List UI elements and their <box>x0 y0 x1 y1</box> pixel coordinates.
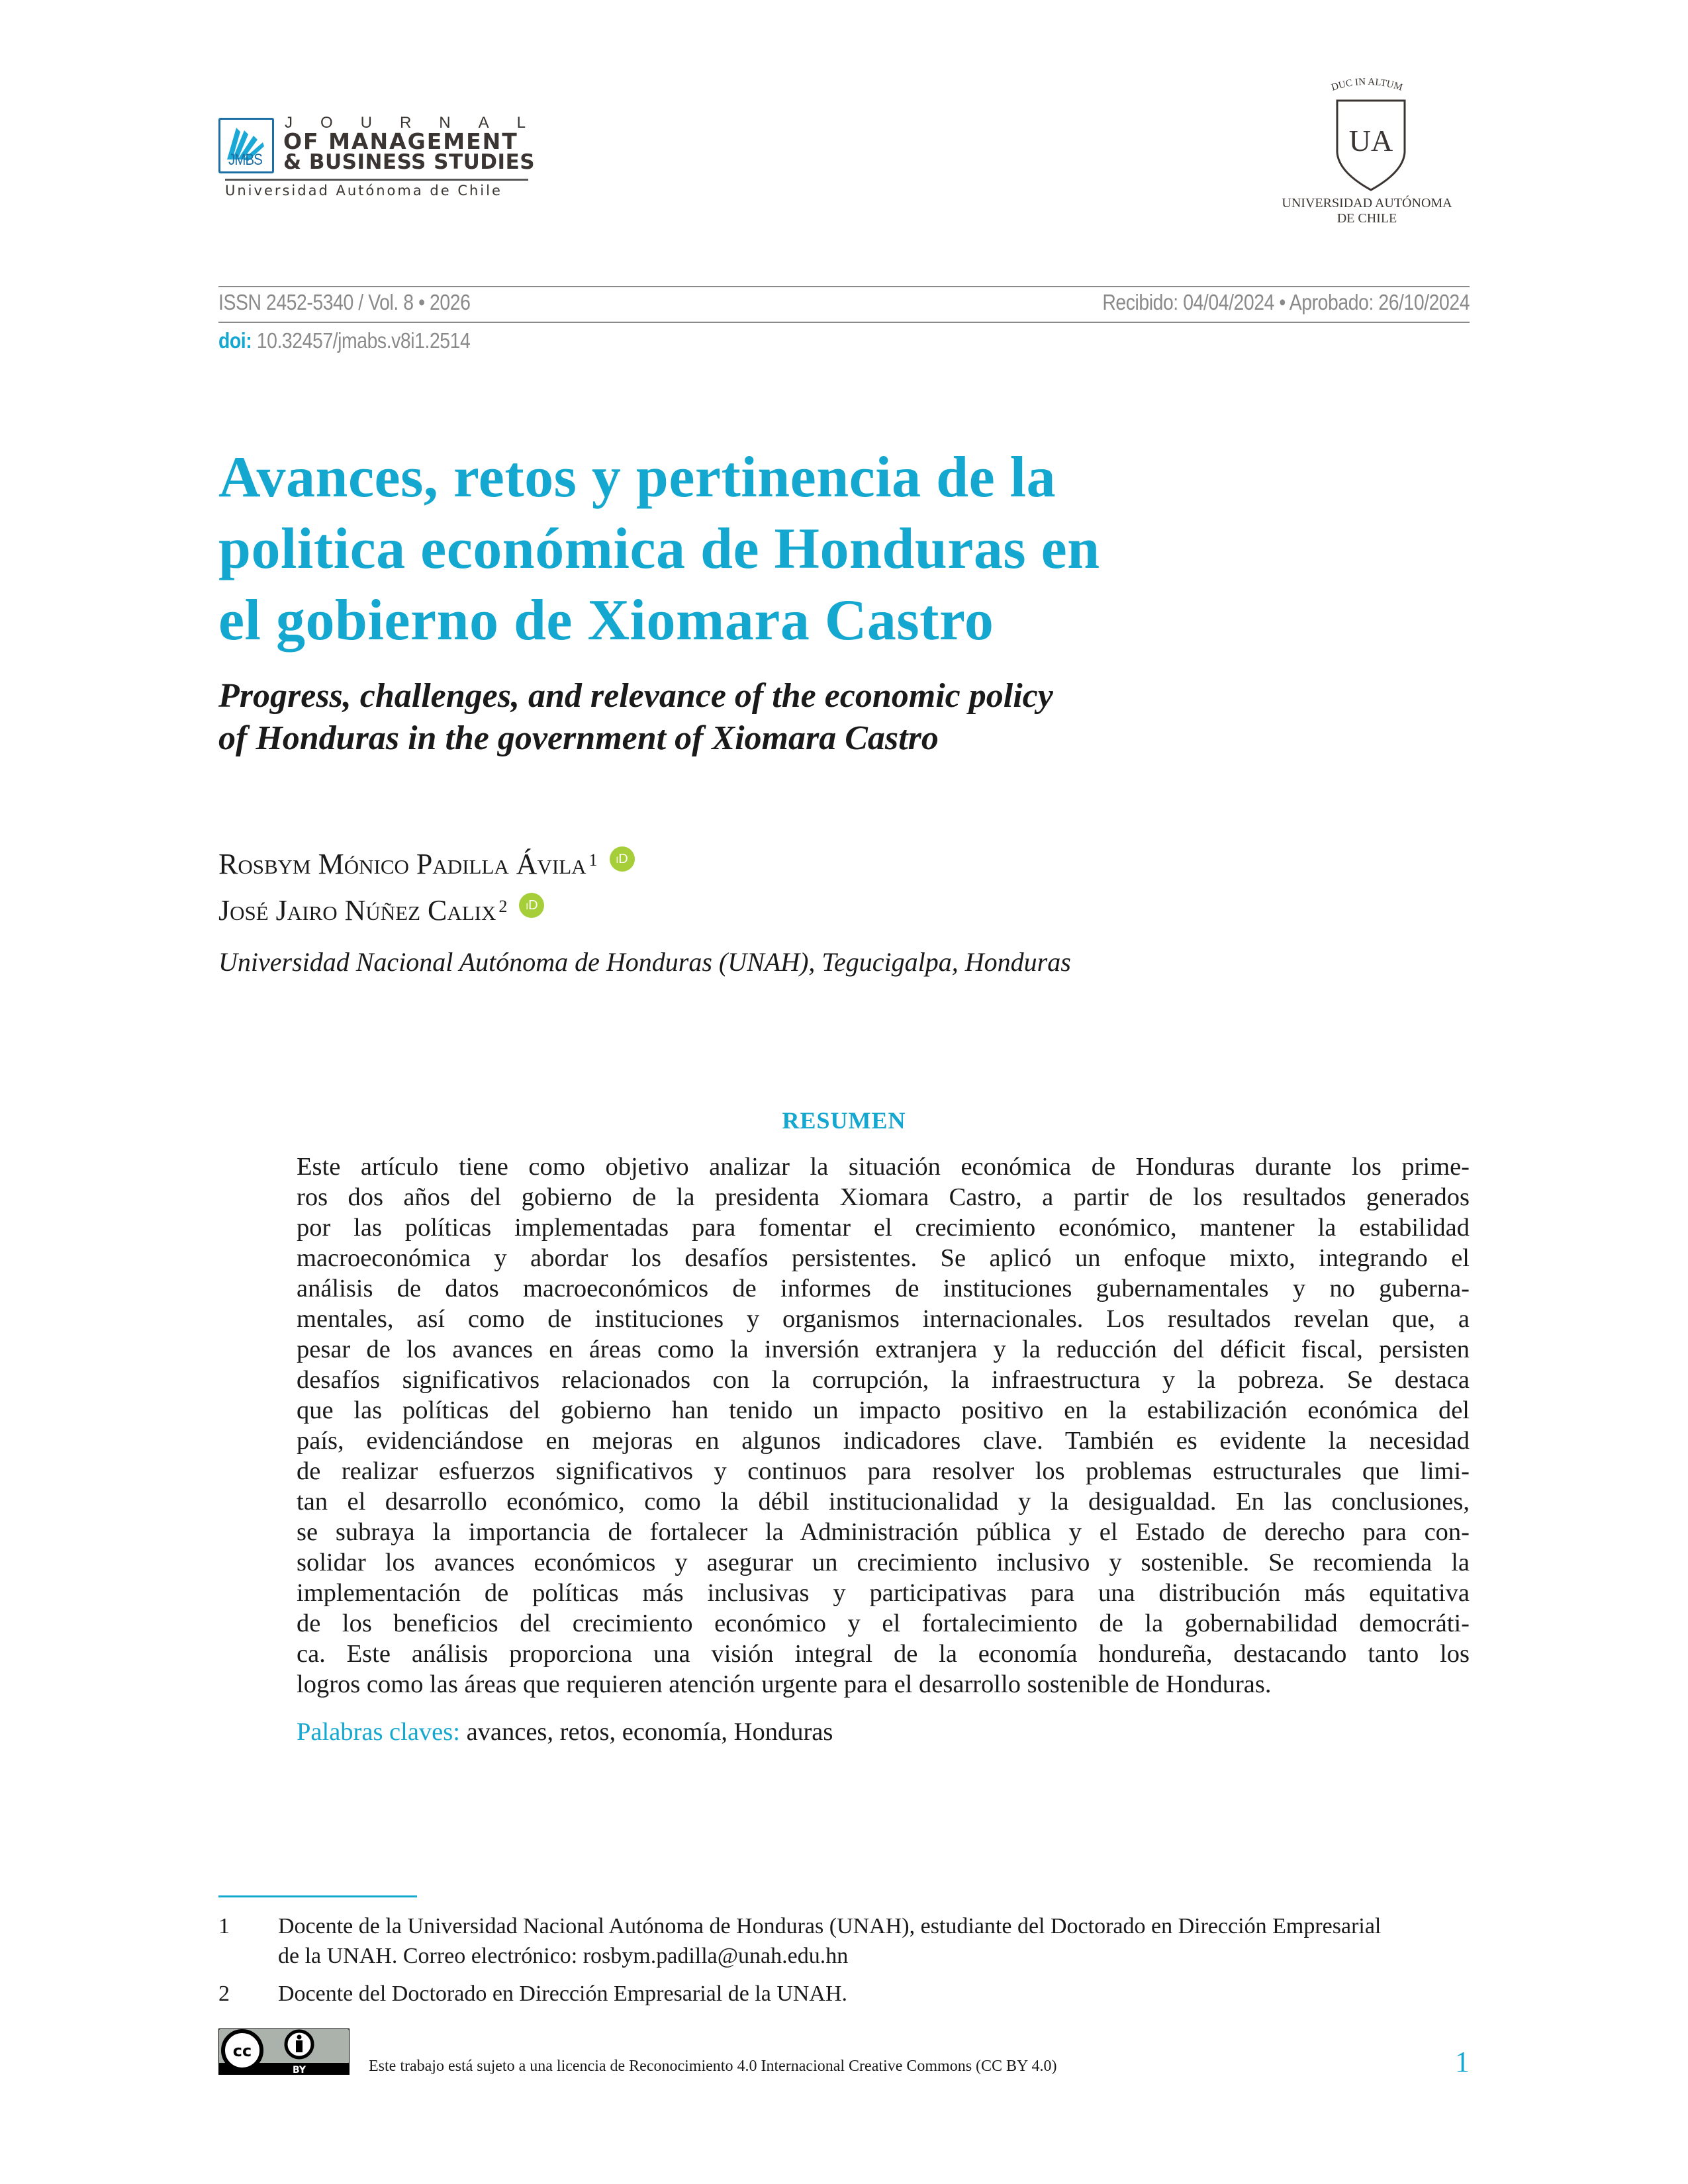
journal-logo <box>218 113 536 202</box>
keywords <box>297 1717 833 1747</box>
jmbs-name-line1: OF MANAGEMENT <box>283 128 518 154</box>
abstract-body <box>297 1152 1470 1700</box>
keywords-label: Palabras claves: <box>297 1718 460 1746</box>
jmbs-name-line2: & BUSINESS STUDIES <box>283 150 536 174</box>
abstract-line: que las políticas del gobierno han tenido un impacto positivo en la estabilización económica del <box>297 1396 1470 1424</box>
jmbs-emblem <box>218 118 274 173</box>
ua-shield-icon <box>1258 73 1476 205</box>
footnote-number: 2 <box>218 1981 230 2006</box>
journal-letter: A <box>478 114 489 132</box>
abstract-line: ros dos años del gobierno de la presidenta Xiomara Castro, a partir de los resultados generados <box>297 1183 1470 1211</box>
author-footnote-marker[interactable]: 1 <box>588 850 598 870</box>
orcid-icon[interactable]: iD <box>519 893 544 918</box>
journal-letter: R <box>399 114 412 132</box>
subtitle-line: Progress, challenges, and relevance of the economic policy <box>218 677 1053 715</box>
ua-name-line2: DE CHILE <box>1336 211 1397 226</box>
footnote-text: de la UNAH. Correo electrónico: rosbym.padilla@unah.edu.hn <box>278 1944 849 1968</box>
abstract-line: implementación de políticas más inclusivas y participativas para una distribución más equitativa <box>297 1579 1470 1607</box>
abstract-line: solidar los avances económicos y asegurar un crecimiento inclusivo y sostenible. Se recomienda la <box>297 1549 1470 1576</box>
abstract-line: de los beneficios del crecimiento económico y el fortalecimiento de la gobernabilidad democráti- <box>297 1610 1470 1637</box>
subtitle-line: of Honduras in the government of Xiomara Castro <box>218 719 939 757</box>
author-name: José Jairo Núñez Calix <box>218 894 496 927</box>
received-approved-dates: Recibido: 04/04/2024 • Aprobado: 26/10/2024 <box>1102 290 1470 314</box>
author-name: Rosbym Mónico Padilla Ávila <box>218 848 586 880</box>
abstract-line: logros como las áreas que requieren atención urgente para el desarrollo sostenible de Honduras. <box>297 1670 1272 1698</box>
jmbs-divider <box>225 179 528 181</box>
doi-value[interactable]: 10.32457/jmabs.v8i1.2514 <box>252 328 471 353</box>
abstract-line: tan el desarrollo económico, como la débil institucionalidad y la desigualdad. En las conclusiones, <box>297 1488 1470 1516</box>
page-number: 1 <box>1455 2046 1470 2078</box>
title-line: politica económica de Honduras en <box>218 517 1100 581</box>
title-line: el gobierno de Xiomara Castro <box>218 588 994 653</box>
journal-letter: U <box>360 114 372 132</box>
doi-label: doi: <box>218 328 252 353</box>
article-subtitle <box>218 675 1344 760</box>
abstract-line: macroeconómica y abordar los desafíos persistentes. Se aplicó un enfoque mixto, integrando el <box>297 1244 1470 1272</box>
person-body <box>296 2040 303 2052</box>
footnote-1 <box>218 1911 1470 1971</box>
footnote-divider <box>218 1895 417 1897</box>
creative-commons-icon <box>218 2028 350 2075</box>
abstract-line: ca. Este análisis proporciona una visión integral de la economía hondureña, destacando tanto los <box>297 1640 1470 1668</box>
footnote-number: 1 <box>218 1914 230 1938</box>
ua-name-line1: UNIVERSIDAD AUTÓNOMA <box>1282 196 1452 210</box>
cc-badge-label: cc <box>232 2042 252 2060</box>
jmbs-university: Universidad Autónoma de Chile <box>225 183 502 199</box>
doi[interactable] <box>218 328 470 353</box>
journal-letter: N <box>439 114 451 132</box>
cc-by-badge[interactable] <box>218 2028 350 2075</box>
abstract-line: país, evidenciándose en mejoras en algunos indicadores clave. También es evidente la necesidad <box>297 1427 1470 1455</box>
abstract-line: Este artículo tiene como objetivo analizar la situación económica de Honduras durante los prime- <box>297 1153 1470 1181</box>
author-2 <box>218 893 544 927</box>
abstract-line: pesar de los avances en áreas como la inversión extranjera y la reducción del déficit fiscal, persisten <box>297 1336 1470 1363</box>
keywords-list: avances, retos, economía, Honduras <box>459 1718 833 1746</box>
author-footnote-marker[interactable]: 2 <box>498 896 508 916</box>
author-affiliation: Universidad Nacional Autónoma de Honduras (UNAH), Tegucigalpa, Honduras <box>218 947 1071 977</box>
abstract-line: análisis de datos macroeconómicos de informes de instituciones gubernamentales y no guberna- <box>297 1275 1470 1302</box>
jmbs-abbreviation: JMBS <box>228 151 263 169</box>
article-title <box>218 442 1344 657</box>
person-head <box>297 2035 302 2040</box>
meta-top-rule <box>218 286 1470 287</box>
meta-bottom-rule <box>218 322 1470 323</box>
issn-volume: ISSN 2452-5340 / Vol. 8 • 2026 <box>218 290 471 314</box>
abstract-line: por las políticas implementadas para fomentar el crecimiento económico, mantener la estabilidad <box>297 1214 1470 1242</box>
svg-text:DUC IN ALTUM <box>1330 77 1403 93</box>
journal-letter: L <box>516 114 526 132</box>
abstract-line: de realizar esfuerzos significativos y continuos para resolver los problemas estructurales que limi- <box>297 1457 1470 1485</box>
ua-motto: DUC IN ALTUM <box>1330 76 1404 93</box>
footnote-text: Docente de la Universidad Nacional Autónoma de Honduras (UNAH), estudiante del Doctorado en Dirección Empresarial <box>278 1914 1382 1938</box>
orcid-icon[interactable]: iD <box>610 846 635 872</box>
author-1 <box>218 847 635 881</box>
by-badge-label: BY <box>292 2065 306 2075</box>
footnote-text: Docente del Doctorado en Dirección Empresarial de la UNAH. <box>278 1981 848 2006</box>
footnote-2 <box>218 1979 1470 2009</box>
ua-initials: UA <box>1348 124 1393 158</box>
title-line: Avances, retos y pertinencia de la <box>218 445 1056 510</box>
abstract-heading: RESUMEN <box>782 1107 906 1134</box>
abstract-line: desafíos significativos relacionados con la corrupción, la infraestructura y la pobreza. Se destaca <box>297 1366 1470 1394</box>
license-text: Este trabajo está sujeto a una licencia de Reconocimiento 4.0 Internacional Creative Commons (CC BY 4.0) <box>369 2058 1057 2075</box>
journal-letter: J <box>285 114 293 132</box>
university-logo <box>1258 73 1476 238</box>
abstract-line: se subraya la importancia de fortalecer la Administración pública y el Estado de derecho para con- <box>297 1518 1470 1546</box>
journal-letter: O <box>320 114 333 132</box>
abstract-line: mentales, así como de instituciones y organismos internacionales. Los resultados revelan que, a <box>297 1305 1470 1333</box>
